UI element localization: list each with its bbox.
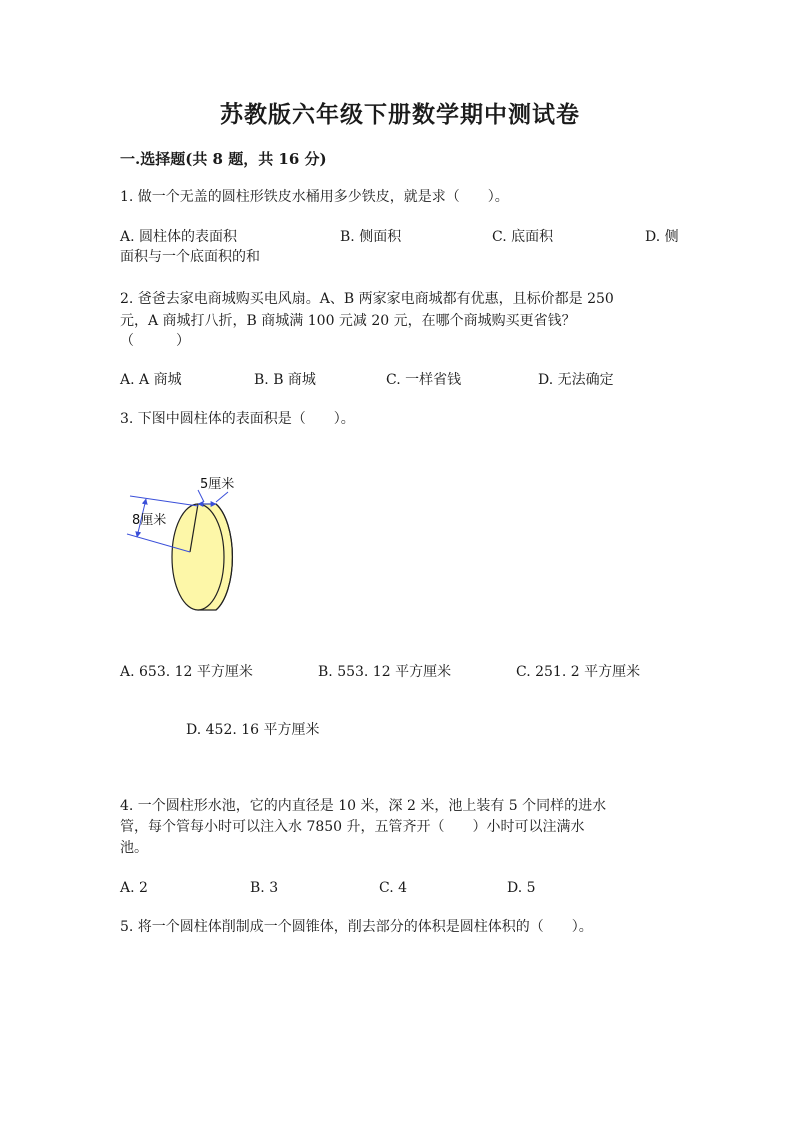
q1-option-c[interactable]: C. 底面积 [492, 229, 554, 245]
q3-option-a[interactable]: A. 653. 12 平方厘米 [120, 664, 253, 680]
q2-option-d[interactable]: D. 无法确定 [538, 372, 614, 388]
question-3-text: 3. 下图中圆柱体的表面积是（ ）。 [120, 411, 355, 427]
question-2-options [120, 369, 680, 391]
q3-option-b[interactable]: B. 553. 12 平方厘米 [318, 664, 452, 680]
question-5-text: 5. 将一个圆柱体削制成一个圆锥体，削去部分的体积是圆柱体积的（ ）。 [120, 919, 593, 935]
q4-option-b[interactable]: B. 3 [250, 880, 279, 896]
q2-option-c[interactable]: C. 一样省钱 [386, 372, 462, 388]
q1-option-d[interactable]: D. 侧 [645, 229, 679, 245]
height-label: 8厘米 [132, 513, 167, 528]
q4-option-c[interactable]: C. 4 [379, 880, 408, 896]
question-3-options [120, 661, 680, 683]
question-2-text-line-2: 元，A 商城打八折，B 商城满 100 元减 20 元，在哪个商城购买更省钱？ [120, 313, 576, 329]
section-heading: 一.选择题(共 8 题，共 16 分) [120, 150, 327, 168]
question-4-options [120, 877, 680, 899]
cylinder-figure [120, 468, 260, 618]
q3-option-c[interactable]: C. 251. 2 平方厘米 [516, 664, 641, 680]
q4-option-d[interactable]: D. 5 [507, 880, 536, 896]
question-4-text-line-1: 4. 一个圆柱形水池，它的内直径是 10 米，深 2 米，池上装有 5 个同样的进水 [120, 798, 607, 814]
q2-option-a[interactable]: A. A 商城 [120, 372, 182, 388]
question-2-text-line-1: 2. 爸爸去家电商城购买电风扇。A、B 两家家电商城都有优惠，且标价都是 250 [120, 291, 614, 307]
q2-option-b[interactable]: B. B 商城 [254, 372, 316, 388]
question-2-answer-blank: （ ） [120, 333, 190, 349]
question-1-text: 1. 做一个无盖的圆柱形铁皮水桶用多少铁皮，就是求（ ）。 [120, 189, 509, 205]
q1-option-d-continuation: 面积与一个底面积的和 [120, 249, 260, 265]
question-3-options-row-2 [120, 719, 680, 741]
question-1-options [120, 226, 680, 248]
page-title: 苏教版六年级下册数学期中测试卷 [220, 101, 580, 128]
question-4-text-line-2: 管，每个管每小时可以注入水 7850 升，五管齐开（ ）小时可以注满水 [120, 819, 585, 835]
q1-option-b[interactable]: B. 侧面积 [340, 229, 402, 245]
question-4-text-line-3: 池。 [120, 840, 148, 856]
q3-option-d[interactable]: D. 452. 16 平方厘米 [186, 722, 320, 738]
radius-label: 5厘米 [200, 477, 235, 492]
q1-option-a[interactable]: A. 圆柱体的表面积 [120, 229, 238, 245]
q4-option-a[interactable]: A. 2 [120, 880, 148, 896]
